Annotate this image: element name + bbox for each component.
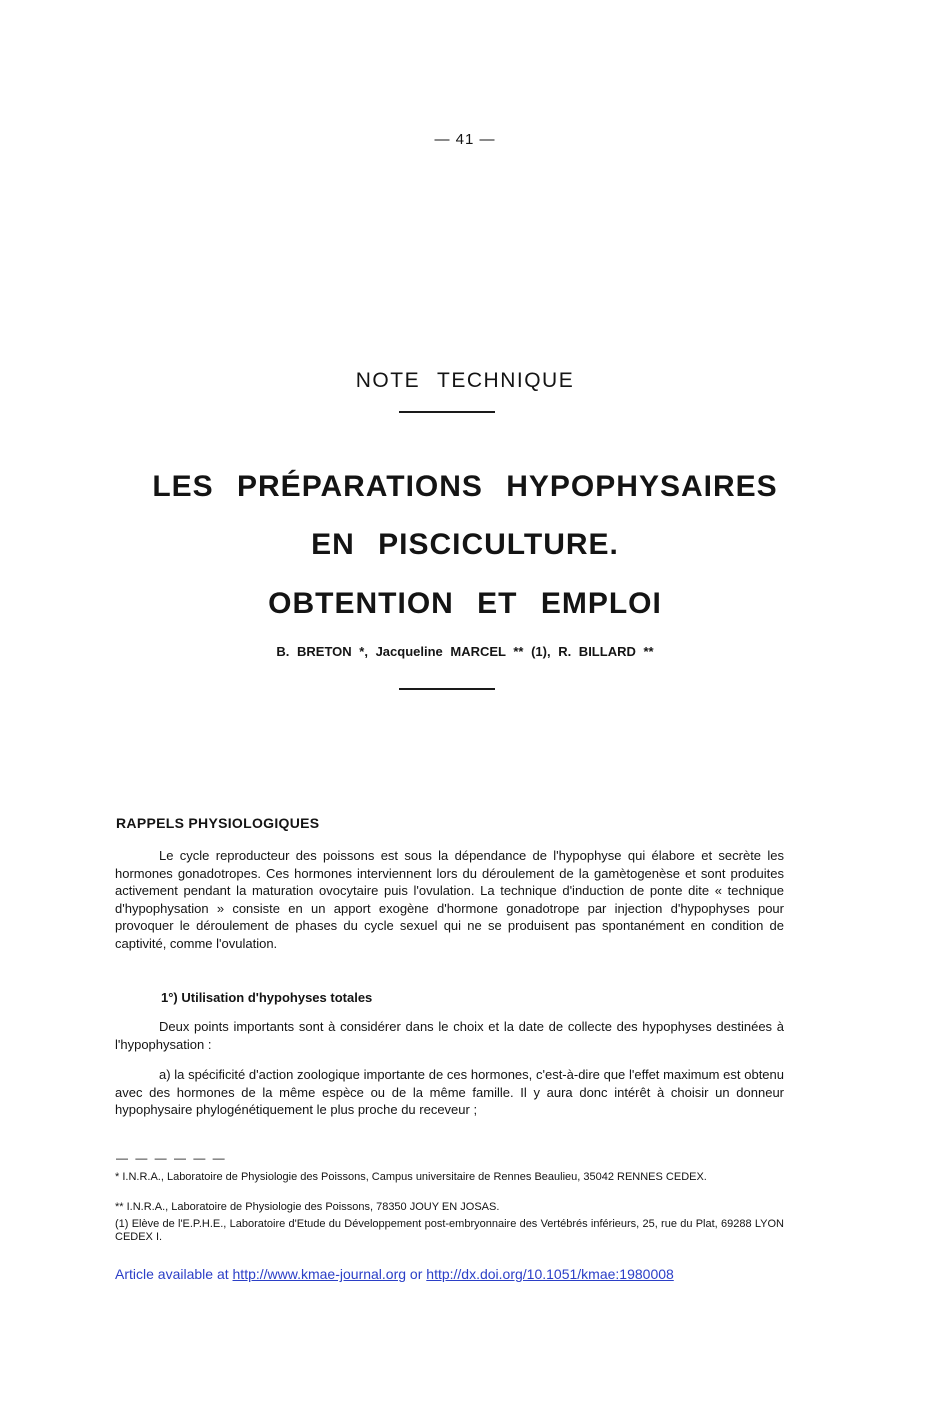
subsection-heading: 1°) Utilisation d'hypohyses totales [161,990,373,1005]
title-line-2: EN PISCICULTURE. [311,528,619,561]
body-paragraph-2: Deux points importants sont à considérer dans le choix et la date de collecte des hypophyses destinées à l'hypophysation : [115,1019,784,1052]
footnote: * I.N.R.A., Laboratoire de Physiologie des Poissons, Campus universitaire de Rennes Beaulieu, 35042 RENNES CEDEX. [115,1171,707,1183]
footnote: (1) Elève de l'E.P.H.E., Laboratoire d'Etude du Développement post-embryonnaire des Vertébrés inférieurs, 25, rue du Plat, 69288 LYON CEDEX I. [115,1218,784,1243]
article-availability-note [115,1266,674,1282]
article-note-middle: or [406,1266,427,1282]
author-list: B. BRETON *, Jacqueline MARCEL ** (1), R. BILLARD ** [276,644,654,659]
article-note-prefix: Article available at [115,1266,233,1282]
body-paragraph-1: Le cycle reproducteur des poissons est sous la dépendance de l'hypophyse qui élabore et secrète les hormones gonadotropes. Ces hormones interviennent lors du déroulement de la gamètogenèse et sont produites activement pendant la maturation ovocytaire puis l'ovulation. La technique d'induction de ponte dite « technique d'hypophysation » consiste en un apport exogène d'hormone gonadotrope par injection d'hypophyses pour provoquer le déroulement de phases du cycle sexuel qui ne se produisent pas spontanément en condition de captivité, comme l'ovulation. [115,848,784,951]
title-divider-top [399,411,495,413]
section-label: NOTE TECHNIQUE [355,369,575,392]
title-line-1: LES PRÉPARATIONS HYPOPHYSAIRES [152,470,778,503]
footnote-separator: — — — — — — [116,1151,227,1165]
journal-link[interactable]: http://www.kmae-journal.org [232,1266,407,1282]
footnote: ** I.N.R.A., Laboratoire de Physiologie des Poissons, 78350 JOUY EN JOSAS. [115,1201,500,1213]
title-line-3: OBTENTION ET EMPLOI [268,587,662,620]
page-number: — 41 — [434,131,496,148]
title-divider-bottom [399,688,495,690]
body-paragraph-3: a) la spécificité d'action zoologique importante de ces hormones, c'est-à-dire que l'effet maximum est obtenu avec des hormones de la même espèce ou de la même famille. Il y aura donc intérêt à choisir un donneur hypophysaire phylogénétiquement le plus proche du receveur ; [115,1067,784,1118]
doi-link[interactable]: http://dx.doi.org/10.1051/kmae:1980008 [426,1266,674,1282]
section-heading: RAPPELS PHYSIOLOGIQUES [116,815,320,831]
